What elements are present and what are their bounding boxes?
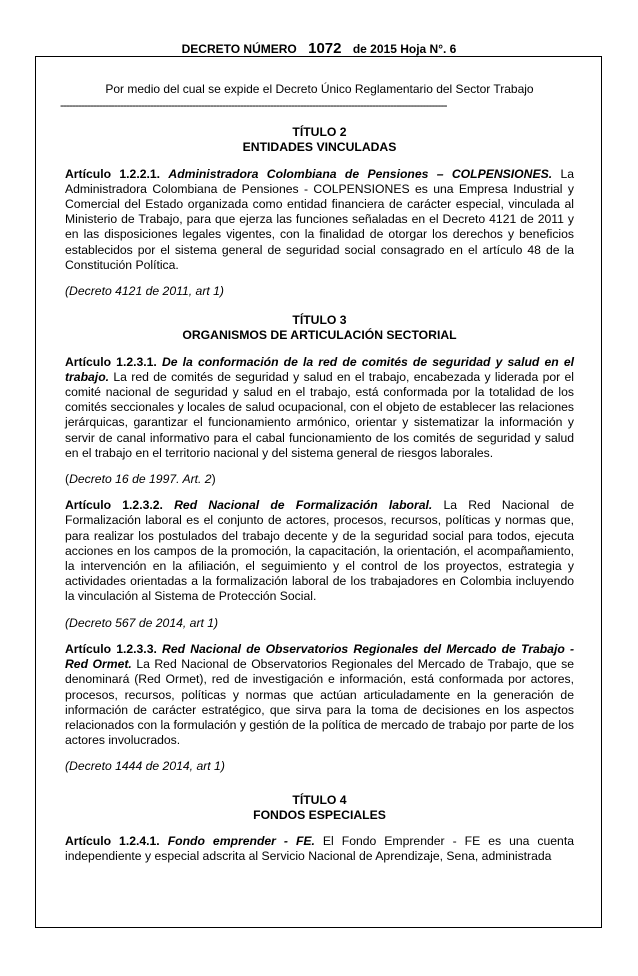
article-reference: (Decreto 1444 de 2014, art 1) xyxy=(65,759,225,774)
article-reference: (Decreto 4121 de 2011, art 1) xyxy=(65,284,224,299)
article-text: La Red Nacional de Formalización laboral es el conjunto de actores, procesos, recursos, políticas y normas que, para realizar los postulados del trabajo decente y de la seguridad social para todos, ejecuta acciones en los campos de la promoción, la capacitación, la orientación, el acompañamiento, la intervención en la afiliación, el seguimiento y el control de los proyectos, estrategia y actividades orientadas a la formalización laboral de los trabajadores en Colombia incluyendo la vinculación al Sistema de Protección Social. xyxy=(65,498,575,604)
titulo-3-heading: TÍTULO 3 xyxy=(292,313,347,328)
article-1-2-3-3 xyxy=(65,642,574,748)
article-number: Artículo 1.2.2.1. xyxy=(65,166,161,181)
page-header xyxy=(0,40,638,57)
article-text: La red de comités de seguridad y salud en el trabajo, encabezada y liderada por el comité nacional de seguridad y salud en el trabajo, está conformada por la totalidad de los comités seccionales y locales de salud ocupacional, con el objeto de establecer las relaciones jerárquicas, garantizar el funcionamiento armónico, orientar y sistematizar la información y servir de canal informativo para el cabal funcionamiento de los comités de seguridad y salud en el trabajo en el territorio nacional y del sistema general de riesgos laborales. xyxy=(65,369,574,460)
article-number: Artículo 1.2.3.3. xyxy=(65,641,157,656)
article-1-2-4-1 xyxy=(65,834,574,864)
header-label: DECRETO NÚMERO xyxy=(181,42,297,56)
article-1-2-3-2 xyxy=(65,498,574,604)
article-name: Red Nacional de Formalización laboral. xyxy=(174,498,433,513)
article-1-2-2-1 xyxy=(65,167,574,273)
article-number: Artículo 1.2.4.1. xyxy=(65,833,160,848)
article-name: Fondo emprender - FE. xyxy=(167,833,315,848)
article-text: La Red Nacional de Observatorios Regionales del Mercado de Trabajo, que se denominará (Red Ormet), red de investigación e información, está conformada por actores, procesos, recursos, políticas y normas que actúan articuladamente en la generación de información de carácter estratégico, que sirva para la toma de decisiones en los aspectos relacionados con la formulación y gestión de la política de mercado de trabajo por parte de los actores involucrados. xyxy=(65,657,574,748)
titulo-2-heading: TÍTULO 2 xyxy=(292,125,347,140)
article-name: Administradora Colombiana de Pensiones – COLPENSIONES. xyxy=(168,166,553,181)
titulo-4-name: FONDOS ESPECIALES xyxy=(253,807,386,822)
decree-subtitle: Por medio del cual se expide el Decreto Único Reglamentario del Sector Trabajo xyxy=(105,82,534,96)
article-text: El Fondo Emprender - FE es una cuenta independiente y especial adscrita al Servicio Nacional de Aprendizaje, Sena, administrada xyxy=(65,833,574,864)
article-name: De la conformación de la red de comités de seguridad y salud en el trabajo. xyxy=(65,354,574,384)
document-body xyxy=(60,82,575,864)
titulo-3-name: ORGANISMOS DE ARTICULACIÓN SECTORIAL xyxy=(182,328,457,343)
article-number: Artículo 1.2.3.2. xyxy=(65,498,163,513)
article-1-2-3-1 xyxy=(65,355,574,461)
separator-line: --------------------------------------------------------------------------------------------------------------------------------- xyxy=(60,99,447,112)
header-suffix: de 2015 Hoja N°. 6 xyxy=(352,42,457,56)
titulo-4-heading: TÍTULO 4 xyxy=(292,792,347,807)
article-reference: (Decreto 16 de 1997. Art. 2) xyxy=(65,472,216,487)
article-name: Red Nacional de Observatorios Regionales del Mercado de Trabajo - Red Ormet. xyxy=(65,641,575,672)
article-number: Artículo 1.2.3.1. xyxy=(65,354,157,369)
titulo-2-name: ENTIDADES VINCULADAS xyxy=(242,140,397,155)
article-reference: (Decreto 567 de 2014, art 1) xyxy=(65,615,219,630)
article-text: La Administradora Colombiana de Pensiones - COLPENSIONES es una Empresa Industrial y Comercial del Estado organizada como entidad financiera de carácter especial, vinculada al Ministerio de Trabajo, para que ejerza las funciones señaladas en el Decreto 4121 de 2011 y en las disposiciones legales vigentes, con la finalidad de otorgar los derechos y beneficios establecidos por el sistema general de seguridad social consagrado en el artículo 48 de la Constitución Política. xyxy=(65,166,574,272)
decree-number: 1072 xyxy=(308,40,342,57)
